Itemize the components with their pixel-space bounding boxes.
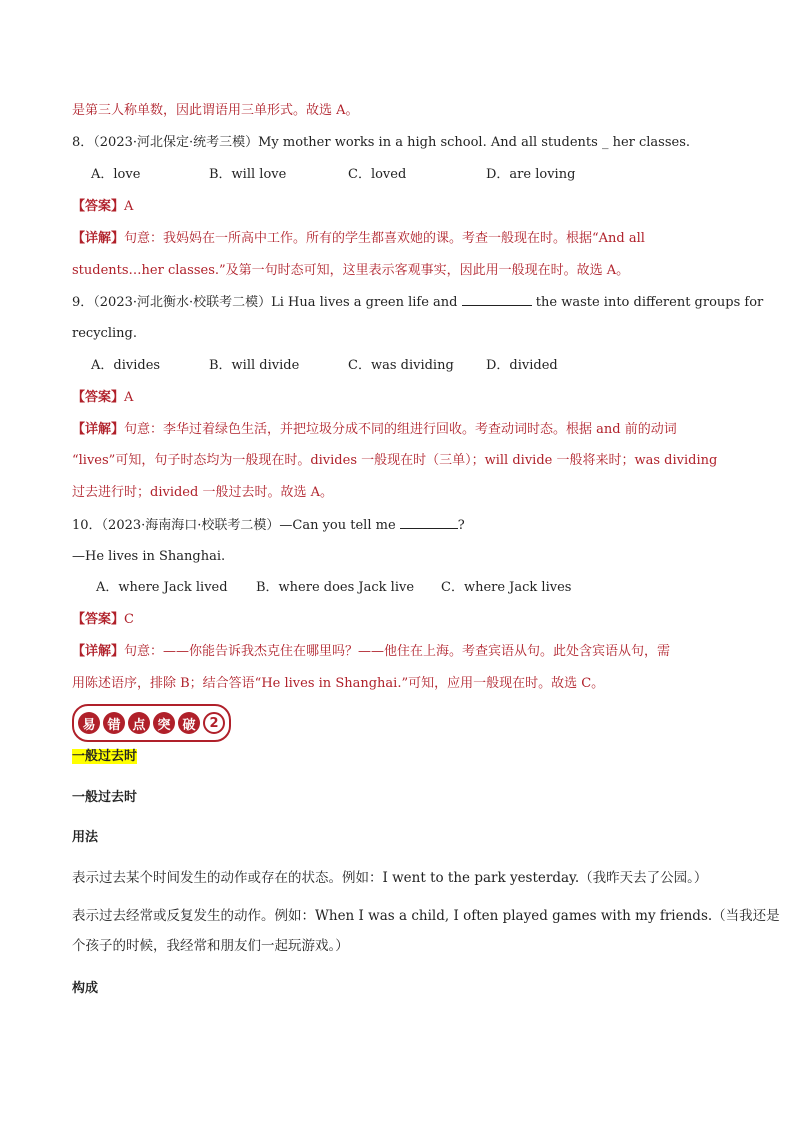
usage-title: 用法 (72, 830, 99, 845)
question-9-stem-line2: recycling. (72, 326, 137, 341)
q9-detail-line2: “lives”可知，句子时态均为一般现在时。divides 一般现在时（三单）；will divide 一般将来时；was dividing (72, 453, 718, 468)
q9-option-c[interactable]: C．was dividing (348, 358, 454, 373)
q9-detail-line1: 【详解】句意：李华过着绿色生活，并把垃圾分成不同的组进行回收。考查动词时态。根据 and 前的动词 (72, 422, 677, 437)
badge-char: 点 (128, 712, 150, 734)
q8-option-b[interactable]: B．will love (209, 167, 287, 182)
q10-option-b[interactable]: B．where does Jack live (256, 580, 415, 595)
usage-item-1: 表示过去某个时间发生的动作或存在的状态。例如：I went to the park yesterday.（我昨天去了公园。） (72, 870, 708, 886)
usage-item-2-line1: 表示过去经常或反复发生的动作。例如：When I was a child, I often played games with my friends.（当我还是 (72, 908, 780, 924)
badge-char: 突 (153, 712, 175, 734)
q9-detail-line3: 过去进行时；divided 一般过去时。故选 A。 (72, 485, 333, 500)
question-9-stem: 9．（2023·河北衡水·校联考二模）Li Hua lives a green life and the waste into different groups for (72, 295, 764, 310)
badge-number: 2 (203, 712, 225, 734)
q9-answer: 【答案】A (72, 390, 134, 405)
q8-detail-line1: 【详解】句意：我妈妈在一所高中工作。所有的学生都喜欢她的课。考查一般现在时。根据“And all (72, 231, 645, 246)
question-9-blank (462, 293, 532, 306)
q9-option-b[interactable]: B．will divide (209, 358, 300, 373)
badge-char: 破 (178, 712, 200, 734)
q8-option-d[interactable]: D．are loving (486, 167, 576, 182)
q8-option-a[interactable]: A．love (91, 167, 141, 182)
q10-option-a[interactable]: A．where Jack lived (96, 580, 228, 595)
subsection-title: 一般过去时 (72, 790, 138, 805)
q10-option-c[interactable]: C．where Jack lives (441, 580, 572, 595)
q10-answer: 【答案】C (72, 612, 134, 627)
structure-title: 构成 (72, 981, 99, 996)
q9-option-d[interactable]: D．divided (486, 358, 558, 373)
q8-detail-line2: students…her classes.”及第一句时态可知，这里表示客观事实，因此用一般现在时。故选 A。 (72, 263, 630, 278)
q8-option-c[interactable]: C．loved (348, 167, 407, 182)
q10-detail-line1: 【详解】句意：——你能告诉我杰克住在哪里吗？——他住在上海。考查宾语从句。此处含宾语从句，需 (72, 644, 671, 659)
continued-explanation: 是第三人称单数，因此谓语用三单形式。故选 A。 (72, 103, 359, 118)
question-10-blank (400, 516, 458, 529)
question-10-stem-line2: —He lives in Shanghai. (72, 549, 226, 564)
badge-char: 易 (78, 712, 100, 734)
usage-item-2-line2: 个孩子的时候，我经常和朋友们一起玩游戏。） (72, 938, 349, 954)
q9-option-a[interactable]: A．divides (91, 358, 161, 373)
section-title: 一般过去时 (72, 749, 138, 764)
question-10-stem: 10．（2023·海南海口·校联考二模）—Can you tell me ? (72, 518, 465, 533)
question-8-blank: _ (601, 135, 609, 150)
section-badge (72, 704, 231, 742)
q10-detail-line2: 用陈述语序，排除 B；结合答语“He lives in Shanghai.”可知，应用一般现在时。故选 C。 (72, 676, 605, 691)
question-8-stem: 8．（2023·河北保定·统考三模）My mother works in a high school. And all students _ her classes. (72, 135, 691, 150)
q8-answer: 【答案】A (72, 199, 134, 214)
badge-char: 错 (103, 712, 125, 734)
